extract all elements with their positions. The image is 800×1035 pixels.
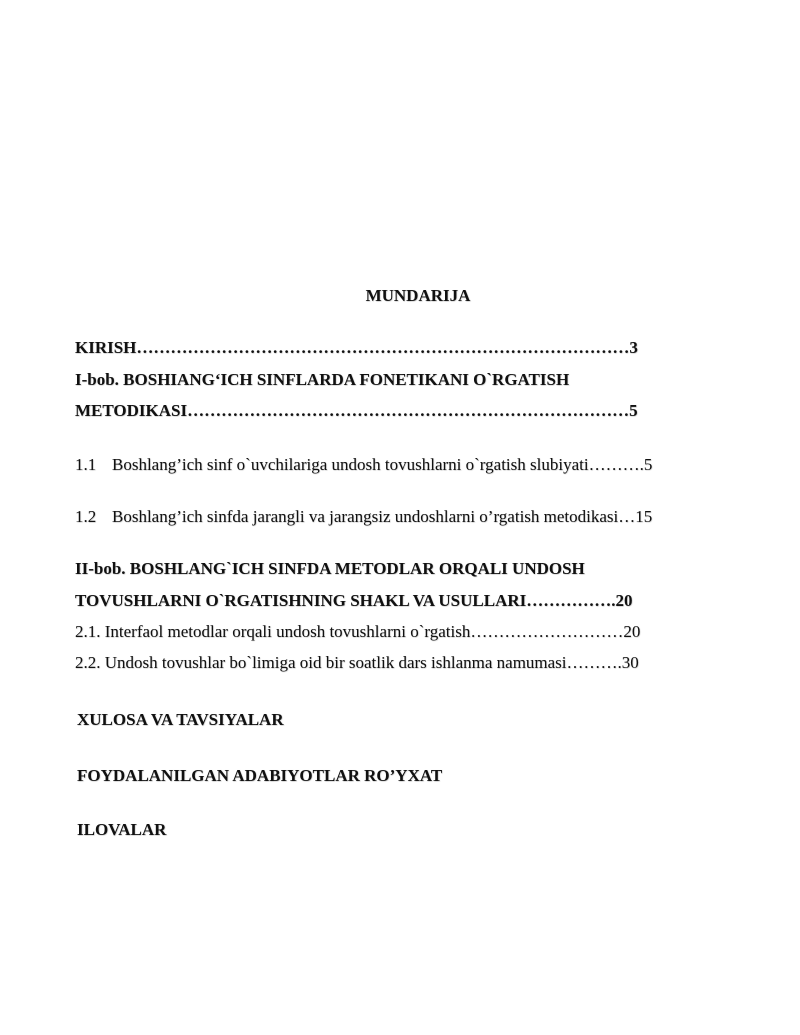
toc-entry-chapter1-line2: METODIKASI……………………………………………………………………5 (75, 401, 638, 420)
toc-entry-conclusion: XULOSA VA TAVSIYALAR (77, 710, 284, 729)
page-title: MUNDARIJA (365, 286, 471, 305)
toc-entry-appendices: ILOVALAR (77, 820, 167, 839)
toc-entry-chapter1-line1: I-bob. BOSHIANG‘ICH SINFLARDA FONETIKANI O`RGATISH (75, 370, 570, 389)
section-text: Boshlang’ich sinf o`uvchilariga undosh tovushlarni o`rgatish slubiyati……….5 (112, 455, 653, 474)
section-number: 1.2 (75, 507, 97, 526)
toc-entry-section-1-1 (75, 455, 652, 475)
toc-entry-introduction: KIRISH……………………………………………………………………………3 (75, 338, 638, 357)
toc-entry-references: FOYDALANILGAN ADABIYOTLAR RO’YXAT (77, 766, 443, 785)
toc-entry-chapter2-line1: II-bob. BOSHLANG`ICH SINFDA METODLAR ORQALI UNDOSH (75, 559, 585, 578)
section-text: Boshlang’ich sinfda jarangli va jarangsiz undoshlarni o’rgatish metodikasi…15 (112, 507, 653, 526)
section-number: 1.1 (75, 455, 97, 474)
toc-entry-chapter2-line2: TOVUSHLARNI O`RGATISHNING SHAKL VA USULLARI…………….20 (75, 591, 633, 610)
toc-entry-section-2-1: 2.1. Interfaol metodlar orqali undosh tovushlarni o`rgatish………………………20 (75, 622, 641, 641)
toc-entry-section-2-2: 2.2. Undosh tovushlar bo`limiga oid bir soatlik dars ishlanma namumasi……….30 (75, 653, 639, 672)
toc-entry-section-1-2 (75, 507, 652, 527)
